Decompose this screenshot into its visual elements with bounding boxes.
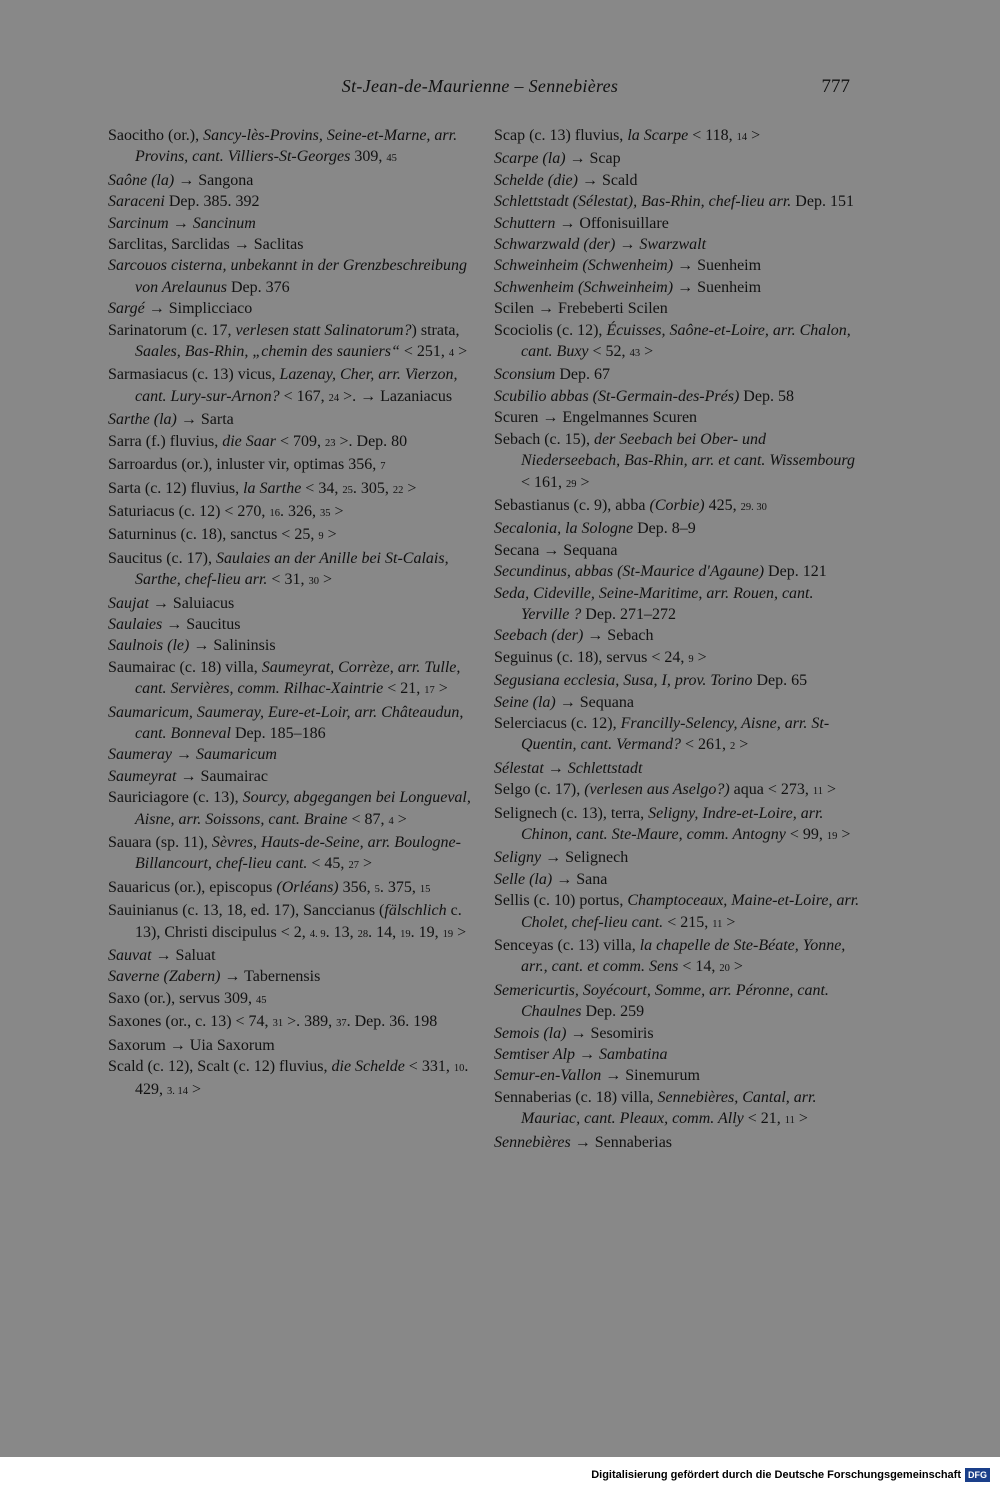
- index-entry: Scarpe (la) → Scap: [494, 150, 621, 168]
- index-entry: Seine (la) → Sequana: [494, 693, 634, 711]
- index-entry: Saxones (or., c. 13) < 74, 31 >. 389, 37. Dep. 36. 198: [108, 1013, 438, 1031]
- right-column: [494, 125, 860, 1153]
- index-entry: Saucitus (c. 17), Saulaies an der Anille bei St-Calais, Sarthe, chef-lieu arr. < 31, 30 >: [108, 549, 449, 589]
- index-entry: Seebach (der) → Sebach: [494, 627, 654, 645]
- index-entry: Sauaricus (or.), episcopus (Orléans) 356, 5. 375, 15: [108, 878, 431, 896]
- index-entry: Sennebières → Sennaberias: [494, 1133, 673, 1151]
- index-entry: Saturiacus (c. 12) < 270, 16. 326, 35 >: [108, 502, 344, 520]
- index-entry: Semur-en-Vallon → Sinemurum: [494, 1067, 700, 1085]
- index-entry: Sarra (f.) fluvius, die Saar < 709, 23 >. Dep. 80: [108, 432, 408, 450]
- dfg-logo-icon: DFG: [965, 1468, 990, 1482]
- index-entry: Sarcinum → Sancinum: [108, 214, 256, 232]
- index-entry: Saujat → Saluiacus: [108, 594, 235, 612]
- index-entry: Scap (c. 13) fluvius, la Scarpe < 118, 14 >: [494, 127, 761, 144]
- index-entry: Sargé → Simplicciaco: [108, 300, 253, 318]
- index-entry: Saumaricum, Saumeray, Eure-et-Loir, arr. Châteaudun, cant. Bonneval Dep. 185–186: [108, 703, 464, 742]
- index-entry: Sarroardus (or.), inluster vir, optimas 356, 7: [108, 456, 386, 474]
- footer-credit: Digitalisierung gefördert durch die Deutsche Forschungsgemeinschaft: [591, 1469, 961, 1481]
- index-entry: Seda, Cideville, Seine-Maritime, arr. Rouen, cant. Yerville ? Dep. 271–272: [494, 584, 814, 623]
- index-entry: Sebach (c. 15), der Seebach bei Ober- und Niederseebach, Bas-Rhin, arr. et cant. Wissembourg < 161, 29 >: [494, 430, 856, 491]
- index-entry: Sennaberias (c. 18) villa, Sennebières, Cantal, arr. Mauriac, cant. Pleaux, comm. Ally < 21, 11 >: [494, 1088, 817, 1128]
- index-entry: Selerciacus (c. 12), Francilly-Selency, Aisne, arr. St-Quentin, cant. Vermand? < 261, 2 >: [494, 714, 830, 754]
- index-entry: Scociolis (c. 12), Écuisses, Saône-et-Loire, arr. Chalon, cant. Buxy < 52, 43 >: [494, 321, 851, 361]
- index-entry: Schlettstadt (Sélestat), Bas-Rhin, chef-lieu arr. Dep. 151: [494, 193, 854, 211]
- index-entry: Saxo (or.), servus 309, 45: [108, 989, 267, 1007]
- index-entry: Seguinus (c. 18), servus < 24, 9 >: [494, 648, 707, 666]
- index-entry: Secundinus, abbas (St-Maurice d'Agaune) Dep. 121: [494, 563, 827, 581]
- index-entry: Scald (c. 12), Scalt (c. 12) fluvius, die Schelde < 331, 10. 429, 3. 14 >: [108, 1058, 469, 1099]
- running-head: St-Jean-de-Maurienne – Sennebières: [341, 76, 619, 96]
- index-entry: Saumeray → Saumaricum: [108, 746, 277, 764]
- index-entry: Semtiser Alp → Sambatina: [494, 1046, 668, 1064]
- index-entry: Schelde (die) → Scald: [494, 171, 638, 189]
- index-entry: Scubilio abbas (St-Germain-des-Prés) Dep. 58: [494, 387, 794, 405]
- index-entry: Sauvat → Saluat: [108, 947, 216, 965]
- footer: [591, 1467, 990, 1483]
- index-entry: Sconsium Dep. 67: [494, 366, 610, 384]
- index-entry: Saulaies → Saucitus: [108, 615, 241, 633]
- index-entry: Segusiana ecclesia, Susa, I, prov. Torino Dep. 65: [494, 672, 808, 690]
- index-entry: Saumairac (c. 18) villa, Saumeyrat, Corrèze, arr. Tulle, cant. Servières, comm. Rilhac-Xaintrie < 21, 17 >: [108, 658, 461, 698]
- left-column: [108, 125, 480, 1103]
- index-entry: Schwarzwald (der) → Swarzwalt: [494, 236, 707, 254]
- index-entry: Saverne (Zabern) → Tabernensis: [108, 968, 321, 986]
- index-entry: Schuttern → Offonisuillare: [494, 214, 669, 232]
- index-entry: Sauriciagore (c. 13), Sourcy, abgegangen bei Longueval, Aisne, arr. Soissons, cant. Braine < 87, 4 >: [108, 789, 471, 828]
- index-entry: Seligny → Selignech: [494, 849, 629, 867]
- page-header: [0, 76, 1000, 106]
- index-entry: Selle (la) → Sana: [494, 870, 608, 888]
- index-entry: Schweinheim (Schwenheim) → Suenheim: [494, 257, 762, 275]
- index-entry: Sarmasiacus (c. 13) vicus, Lazenay, Cher, arr. Vierzon, cant. Lury-sur-Arnon? < 167, 24 >. → Lazaniacus: [108, 366, 458, 405]
- index-entry: Sauara (sp. 11), Sèvres, Hauts-de-Seine, arr. Boulogne-Billancourt, chef-lieu cant. < 45, 27 >: [108, 834, 461, 873]
- index-entry: Sélestat → Schlettstadt: [494, 759, 643, 777]
- index-entry: Semericurtis, Soyécourt, Somme, arr. Péronne, cant. Chaulnes Dep. 259: [494, 981, 829, 1021]
- index-entry: Saône (la) → Sangona: [108, 171, 254, 189]
- index-entry: Saocitho (or.), Sancy-lès-Provins, Seine-et-Marne, arr. Provins, cant. Villiers-St-Georges 309, 45: [108, 127, 458, 166]
- index-entry: Selgo (c. 17), (verlesen aus Aselgo?) aqua < 273, 11 >: [494, 781, 837, 799]
- index-entry: Secalonia, la Sologne Dep. 8–9: [494, 520, 696, 538]
- index-entry: Saumeyrat → Saumairac: [108, 767, 268, 785]
- page-number: 777: [821, 76, 850, 97]
- index-entry: Scilen → Frebeberti Scilen: [494, 300, 668, 318]
- index-entry: Secana → Sequana: [494, 541, 618, 559]
- index-entry: Sarcouos cisterna, unbekannt in der Grenzbeschreibung von Arelaunus Dep. 376: [108, 257, 468, 296]
- index-entry: Selignech (c. 13), terra, Seligny, Indre-et-Loire, arr. Chinon, cant. Ste-Maure, comm. Antogny < 99, 19 >: [494, 804, 851, 843]
- index-entry: Sebastianus (c. 9), abba (Corbie) 425, 29. 30: [494, 496, 767, 514]
- index-entry: Semois (la) → Sesomiris: [494, 1024, 654, 1042]
- index-entry: Senceyas (c. 13) villa, la chapelle de Ste-Béate, Yonne, arr., cant. et comm. Sens < 14, 20 >: [494, 937, 846, 976]
- index-entry: Scuren → Engelmannes Scuren: [494, 409, 698, 427]
- index-entry: Sauinianus (c. 13, 18, ed. 17), Sanccianus (fälschlich c. 13), Christi discipulus < 2, 4. 9. 13, 28. 14, 19. 19, 19 >: [108, 902, 467, 941]
- index-entry: Saxorum → Uia Saxorum: [108, 1036, 275, 1054]
- index-entry: Saulnois (le) → Salininsis: [108, 637, 276, 655]
- index-entry: Saraceni Dep. 385. 392: [108, 193, 260, 211]
- index-entry: Saturninus (c. 18), sanctus < 25, 9 >: [108, 526, 337, 544]
- index-entry: Sarclitas, Sarclidas → Saclitas: [108, 236, 304, 254]
- index-entry: Sellis (c. 10) portus, Champtoceaux, Maine-et-Loire, arr. Cholet, chef-lieu cant. < 215, 11 >: [494, 892, 860, 931]
- index-entry: Sarta (c. 12) fluvius, la Sarthe < 34, 25. 305, 22 >: [108, 479, 417, 497]
- index-entry: Sarthe (la) → Sarta: [108, 411, 234, 429]
- index-entry: Sarinatorum (c. 17, verlesen statt Salinatorum?) strata, Saales, Bas-Rhin, „chemin des sauniers“ < 251, 4 >: [108, 321, 468, 361]
- index-entry: Schwenheim (Schweinheim) → Suenheim: [494, 278, 762, 296]
